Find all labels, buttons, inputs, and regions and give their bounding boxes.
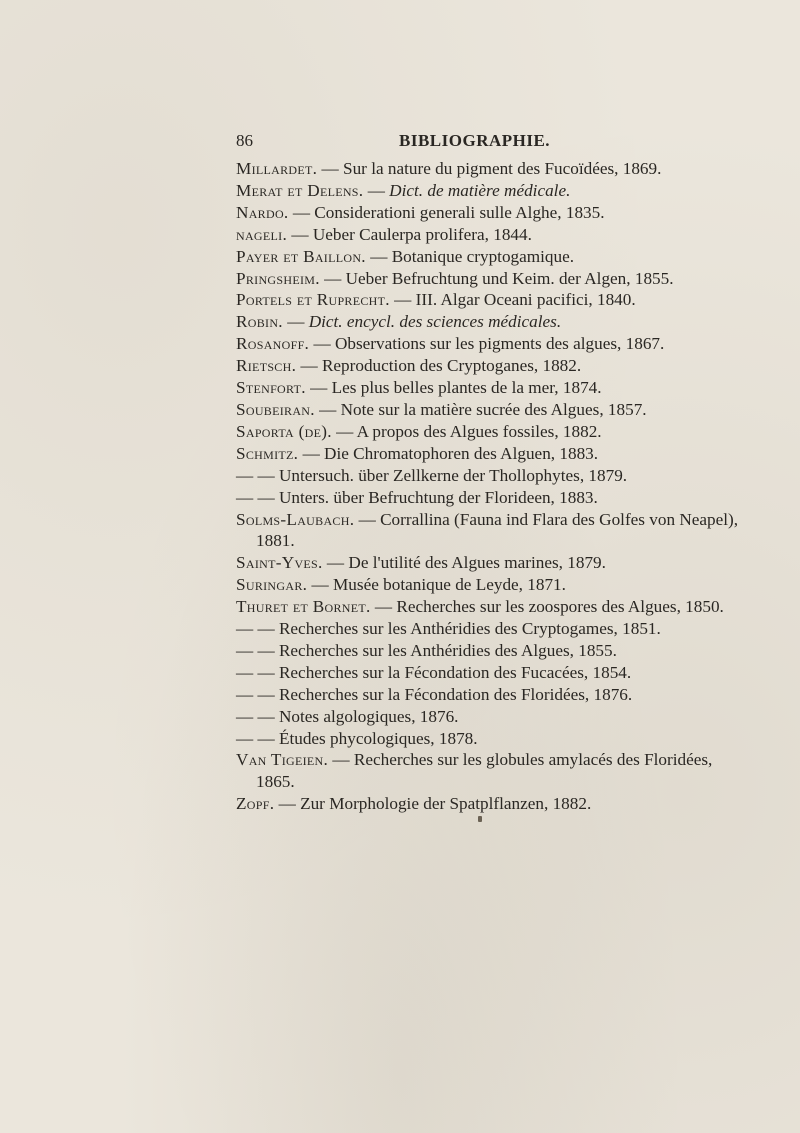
bibliography-entry [236,487,706,509]
entry-text: — — Notes algologiques, 1876. [236,706,459,726]
entry-author: Robin. [236,312,283,332]
entry-text: — Zur Morphologie der Spatplflanzen, 1882. [274,794,592,814]
entry-text: — Recherches sur les globules amylacés des Floridées, [328,750,713,770]
entry-text: — Ueber Caulerpa prolifera, 1844. [287,224,532,244]
bibliography-entry [236,728,706,750]
bibliography-entry [236,749,713,771]
bibliography-entry-continuation [236,771,706,793]
entry-author: Millardet. [236,159,318,178]
entry-author: Merat et Delens. [236,180,364,200]
entry-text: — — Recherches sur les Anthéridies des Cryptogames, 1851. [236,619,661,639]
bibliography-list [236,158,739,815]
entry-text: — — Recherches sur la Fécondation des Floridées, 1876. [236,684,633,704]
entry-author: Portels et Ruprecht. [236,290,390,310]
bibliography-entry [236,202,706,224]
entry-author: Payer et Baillon. [236,246,366,266]
entry-author: Thuret et Bornet. [236,597,371,617]
entry-author: nageli. [236,224,288,244]
entry-text: 1881. [256,531,295,551]
entry-author: Suringar. [236,575,308,595]
bibliography-entry [236,224,706,246]
entry-text: — Note sur la matière sucrée des Algues, 1857. [314,399,647,419]
bibliography-entry [236,158,706,180]
bibliography-entry [236,596,724,618]
bibliography-entry [236,793,706,815]
entry-author: Soubeiran. [236,399,315,419]
entry-author: Van Tigeien. [236,750,329,770]
entry-text: — — Études phycologiques, 1878. [236,728,478,748]
entry-text: — Reproduction des Cryptoganes, 1882. [296,356,582,376]
entry-italic-title: Dict. encycl. des sciences médicales. [308,312,562,332]
entry-text: — III. Algar Oceani pacifici, 1840. [389,290,636,310]
entry-text: — [363,180,390,200]
bibliography-entry [236,509,739,531]
entry-text: — Observations sur les pigments des algues, 1867. [309,334,665,354]
entry-text: — — Recherches sur les Anthéridies des Algues, 1855. [236,640,617,660]
bibliography-entry [236,662,706,684]
entry-author: Saint-Yves. [236,553,323,573]
running-head [236,131,706,153]
bibliography-entry [236,289,706,311]
bibliography-entry [236,552,706,574]
bibliography-entry [236,377,706,399]
bibliography-entry [236,399,706,421]
entry-text: — De l'utilité des Algues marines, 1879. [322,553,606,573]
entry-text: — [282,312,309,332]
entry-text: — — Unters. über Befruchtung der Florideen, 1883. [236,487,598,507]
entry-author: Nardo. [236,202,289,222]
entry-author: Schmitz. [236,443,299,463]
bibliography-entry [236,465,706,487]
entry-italic-title: Dict. de matière médicale. [389,180,571,200]
entry-text: — Ueber Befruchtung und Keim. der Algen, 1855. [319,268,674,288]
entry-text: — Corrallina (Fauna ind Flara des Golfes von Neapel), [354,509,739,529]
bibliography-entry [236,618,706,640]
entry-author: Rietsch. [236,356,297,376]
entry-text: — Recherches sur les zoospores des Algues, 1850. [370,597,724,617]
running-title: BIBLIOGRAPHIE. [399,131,551,150]
bibliography-entry [236,180,706,202]
ink-speck [478,816,482,822]
entry-text: — Sur la nature du pigment des Fucoïdées, 1869. [317,159,662,178]
entry-text: 1865. [256,772,295,792]
bibliography-entry [236,684,706,706]
bibliography-entry [236,333,706,355]
entry-text: — Musée botanique de Leyde, 1871. [307,575,566,595]
entry-text: — A propos des Algues fossiles, 1882. [331,421,602,441]
entry-author: Saporta (de). [236,421,332,441]
entry-text: — Les plus belles plantes de la mer, 1874. [305,378,602,398]
bibliography-entry [236,355,706,377]
bibliography-entry-continuation [236,530,706,552]
bibliography-entry [236,311,706,333]
entry-text: — Considerationi generali sulle Alghe, 1835. [288,202,605,222]
entry-text: — — Recherches sur la Fécondation des Fucacées, 1854. [236,662,632,682]
entry-author: Pringsheim. [236,268,320,288]
bibliography-entry [236,268,706,290]
bibliography-entry [236,246,706,268]
entry-author: Solms-Laubach. [236,509,355,529]
entry-text: — Die Chromatophoren des Alguen, 1883. [298,443,599,463]
bibliography-entry [236,421,706,443]
entry-author: Zopf. [236,794,275,814]
entry-text: — Botanique cryptogamique. [365,246,575,266]
entry-author: Stenfort. [236,378,306,398]
bibliography-entry [236,443,706,465]
bibliography-entry [236,574,706,596]
entry-author: Rosanoff. [236,334,310,354]
page-number: 86 [236,131,253,150]
bibliography-entry [236,640,706,662]
entry-text: — — Untersuch. über Zellkerne der Thollophytes, 1879. [236,465,628,485]
bibliography-entry [236,706,706,728]
